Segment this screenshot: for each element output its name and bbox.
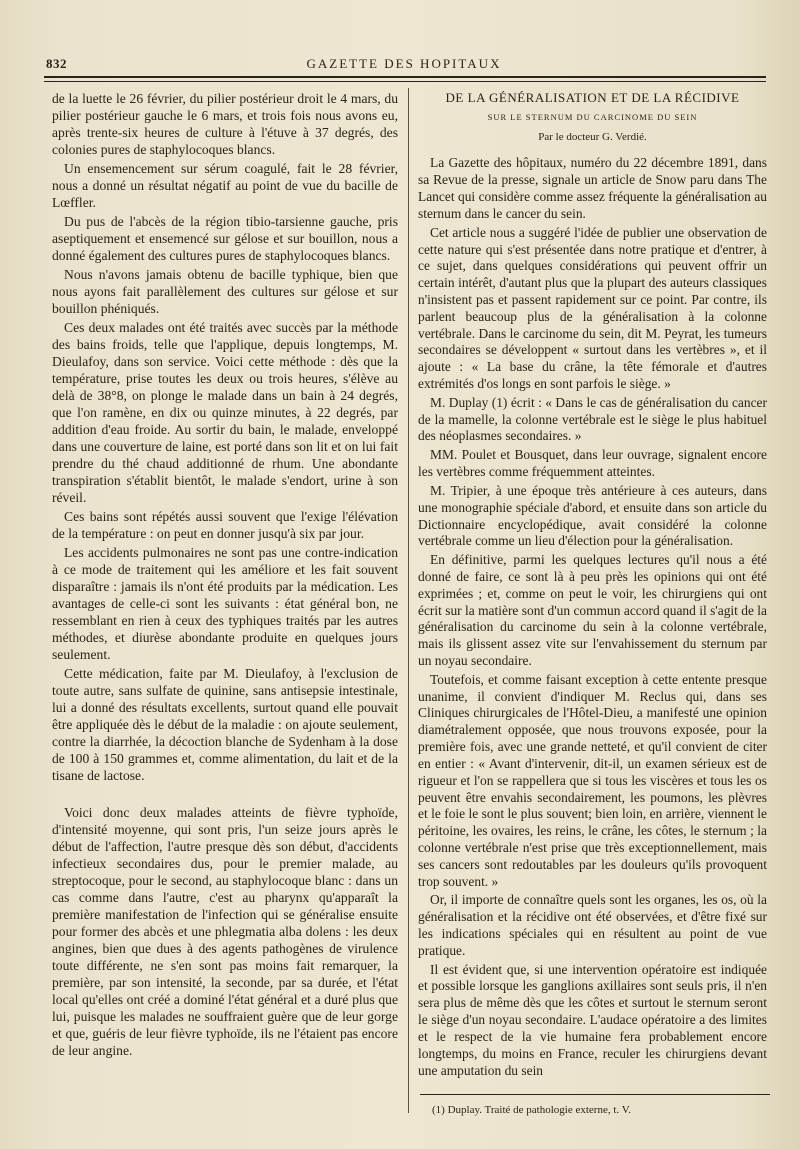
paragraph: Il est évident que, si une intervention opératoire est indiquée et possible lorsque les ganglions axillaires sont seuls pris, il n'en sera plus de même dès que les côtes et surtout le sternum seront le siège d'un noyau secondaire. L'audace opératoire a des limites et le respect de la vie humaine fera probablement encore longtemps, du moins en France, reculer les chirurgiens devant une amputation du sein bbox=[418, 961, 767, 1078]
paragraph: Les accidents pulmonaires ne sont pas une contre-indication à ce mode de traitement qui les améliore et les fait souvent disparaître : jamais ils n'ont été produits par la médication. Les avantages de celle-ci sont les suivants : état général bon, ne ressemblant en rien à ceux des typhiques traités par les autres méthodes, et diurèse abondante produite en quelques jours seulement. bbox=[52, 545, 398, 662]
paragraph: Cet article nous a suggéré l'idée de publier une observation de cette nature qui s'est présentée dans notre pratique et d'entrer, à ce sujet, dans quelques considérations qui peuvent offrir un certain intérêt, d'autant plus que la plupart des auteurs classiques n'insistent pas et passent rapidement sur ce point. Par contre, ils parlent beaucoup plus de la généralisation à la colonne vertébrale. Dans le carcinome du sein, dit M. Peyrat, les tumeurs secondaires se développent « surtout dans les vertèbres », et il ajoute : « La base du crâne, la tête fémorale et d'autres extrémités d'os longs en sont parfois le siège. » bbox=[418, 224, 767, 391]
conclusion-paragraph: Voici donc deux malades atteints de fièvre typhoïde, d'intensité moyenne, qui sont pris, l'un seize jours après le début de l'affection, l'autre presque dès son début, d'accidents infectieux secondaires dus, pour le premier malade, au streptocoque, pour le second, au staphylocoque blanc : dans un cas comme dans l'autre, c'est au pharynx qu'apparaît la première manifestation de l'infection qui se généralise ensuite pour former des abcès et une phlegmatia alba dolens : les deux angines, bien que dues à des agents pathogènes de virulence toute différente, ne s'en sont pas moins fait remarquer, la première, par son intensité, la seconde, par sa durée, et l'état local qu'elles ont créé a dominé l'état général et a duré plus que lui, puisque les malades ne souffraient guère que de leur gorge et que, guéris de leur fièvre typhoïde, ils ne l'étaient pas encore de leur angine. bbox=[52, 805, 398, 1058]
column-divider bbox=[408, 88, 409, 1113]
paragraph: M. Duplay (1) écrit : « Dans le cas de généralisation du cancer de la mamelle, la colonne vertébrale est le siège le plus habituel des néoplasmes secondaires. » bbox=[418, 394, 767, 444]
paragraph: de la luette le 26 février, du pilier postérieur droit le 4 mars, du pilier postérieur gauche le 6 mars, et trois fois nous avons eu, après trente-six heures de culture à l'étuve à 37 degrés, des colonies pures de staphylocoques blancs. bbox=[52, 91, 398, 157]
paragraph: Ces bains sont répétés aussi souvent que l'exige l'élévation de la température : on peut en donner jusqu'à six par jour. bbox=[52, 509, 398, 541]
page-number: 832 bbox=[46, 56, 67, 71]
paragraph: Toutefois, et comme faisant exception à cette entente presque unanime, il convient d'indiquer M. Reclus qui, dans ses Cliniques chirurgicales de l'Hôtel-Dieu, a manifesté une opinion diamétralement opposée, que nous trouvons exposée, pour la première fois, avec une grande netteté, et qu'il convient de citer en entier : « Avant d'intervenir, dit-il, un examen sérieux est de rigueur et l'on se rappellera que si tous les viscères et tous les os peuvent être envahis secondairement, les poumons, les plèvres et le foie le sont le plus souvent; bien loin, en arrière, viennent le péritoine, les ovaires, les reins, le crâne, les côtes, le sternum ; la colonne vertébrale n'est prise que très exceptionnellement, mais ses cancers sont redoutables par les douleurs qu'ils provoquent trop souvent. » bbox=[418, 671, 767, 889]
paragraph: Ces deux malades ont été traités avec succès par la méthode des bains froids, telle que l'applique, depuis longtemps, M. Dieulafoy, dans son service. Voici cette méthode : dès que la température, prise toutes les deux ou trois heures, s'élève au delà de 38°8, on plonge le malade dans un bain à 24 degrés, que l'on ramène, en dix ou quinze minutes, à 22 degrés, par addition d'eau froide. Au sortir du bain, le malade, enveloppé dans une couverture de laine, est porté dans son lit et on lui fait prendre du thé chaud additionné de rhum. Une abondante transpiration s'établit bientôt, le malade s'endort, urine à son réveil. bbox=[52, 320, 398, 505]
article-title: DE LA GÉNÉRALISATION ET DE LA RÉCIDIVE bbox=[445, 90, 740, 105]
paragraph: En définitive, parmi les quelques lectures qu'il nous a été donné de faire, ce sont là à peu près les opinions qui ont été exprimées ; et, comme on peut le voir, les chirurgiens qui ont écrit sur la matière sont d'un commun accord quand il s'agit de la généralisation du carcinome du sein à la colonne vertébrale, mais ils glissent assez vite sur l'envahissement du sternum par un noyau secondaire. bbox=[418, 552, 767, 668]
header-rule bbox=[44, 76, 766, 82]
left-column bbox=[52, 90, 398, 1061]
paragraph: Or, il importe de connaître quels sont les organes, les os, où la généralisation et la récidive ont été observées, et d'être fixé sur les indications spéciales qui en résultent au point de vue pratique. bbox=[418, 892, 767, 958]
paragraph: Un ensemencement sur sérum coagulé, fait le 28 février, nous a donné un résultat négatif au point de vue du bacille de Lœffler. bbox=[52, 161, 398, 210]
paragraph: La Gazette des hôpitaux, numéro du 22 décembre 1891, dans sa Revue de la presse, signale un article de Snow paru dans The Lancet qui considère comme assez fréquente la généralisation au sternum dans le cancer du sein. bbox=[418, 155, 767, 221]
paragraph: MM. Poulet et Bousquet, dans leur ouvrage, signalent encore les vertèbres comme fréquemment atteintes. bbox=[418, 447, 767, 480]
paragraph: Du pus de l'abcès de la région tibio-tarsienne gauche, pris aseptiquement et ensemencé sur gélose et sur bouillon, nous a donné également des cultures pures de staphylocoques blancs. bbox=[52, 214, 398, 263]
journal-title: GAZETTE DES HOPITAUX bbox=[306, 56, 502, 71]
footnote-rule bbox=[420, 1094, 770, 1095]
paragraph: Cette médication, faite par M. Dieulafoy, à l'exclusion de toute autre, sans sulfate de quinine, sans antisepsie intestinale, lui a donné des résultats excellents, surtout quand elle pouvait être appliquée dès le début de la maladie : on ajoute seulement, contre la diarrhée, la décoction blanche de Sydenham à la dose de 100 à 150 grammes et, comme alimentation, du lait et de la tisane de lactose. bbox=[52, 666, 398, 783]
page-header bbox=[44, 56, 764, 76]
footnote: (1) Duplay. Traité de pathologie externe, t. V. bbox=[432, 1104, 631, 1116]
article-subtitle: SUR LE STERNUM DU CARCINOME DU SEIN bbox=[487, 111, 698, 122]
paragraph: M. Tripier, à une époque très antérieure à ces auteurs, dans une monographie spéciale d'abord, et ensuite dans son article du Dictionnaire encyclopédique, avait considéré la colonne vertébrale comme un lieu d'élection pour la généralisation. bbox=[418, 482, 767, 549]
paragraph: Nous n'avons jamais obtenu de bacille typhique, bien que nous ayons fait parallèlement des cultures sur gélose et sur bouillon phéniqués. bbox=[52, 267, 398, 316]
right-column bbox=[418, 90, 767, 1081]
article-author: Par le docteur G. Verdié. bbox=[538, 130, 647, 143]
section-gap bbox=[52, 786, 398, 804]
